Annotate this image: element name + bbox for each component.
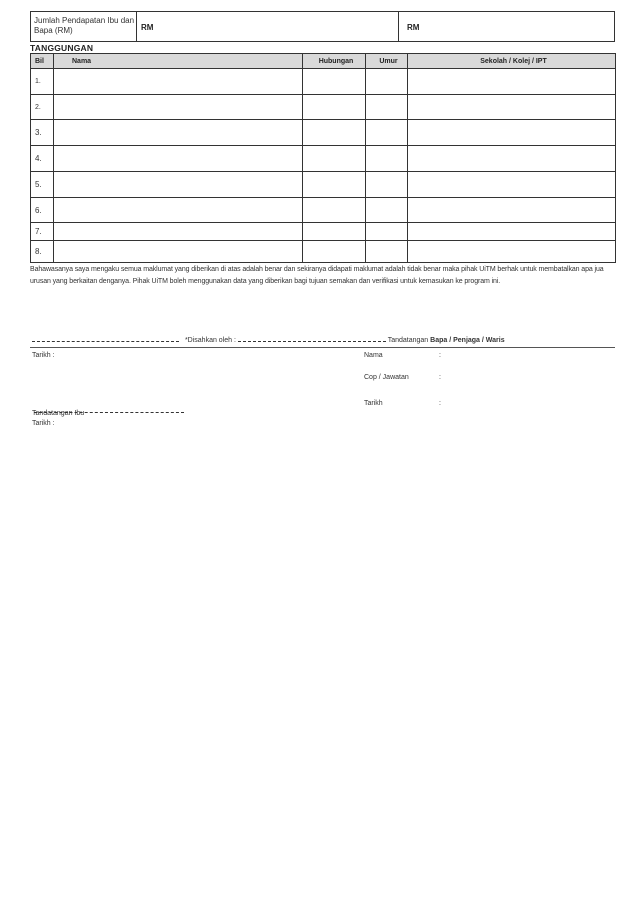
signature-row (32, 335, 505, 344)
age-cell[interactable] (366, 172, 408, 198)
age-cell[interactable] (366, 223, 408, 241)
header-hubungan: Hubungan (303, 54, 366, 69)
header-sekolah: Sekolah / Kolej / IPT (408, 54, 616, 69)
age-cell[interactable] (366, 198, 408, 223)
name-cell[interactable] (54, 198, 303, 223)
row-number: 2. (31, 95, 54, 120)
table-row (31, 95, 616, 120)
stamp-colon: : (439, 374, 441, 381)
name-cell[interactable] (54, 69, 303, 95)
date-colon: : (439, 400, 441, 407)
table-row (31, 172, 616, 198)
school-cell[interactable] (408, 223, 616, 241)
parent-signature-label: Bapa / Penjaga / Waris (430, 337, 505, 344)
relation-cell[interactable] (303, 69, 366, 95)
school-cell[interactable] (408, 241, 616, 263)
row-number: 4. (31, 146, 54, 172)
income-label: Jumlah Pendapatan Ibu dan Bapa (RM) (31, 12, 137, 41)
income-father-field[interactable]: RM (137, 12, 399, 41)
school-cell[interactable] (408, 69, 616, 95)
dependents-title: TANGGUNGAN (30, 43, 94, 53)
row-number: 3. (31, 120, 54, 146)
school-cell[interactable] (408, 198, 616, 223)
divider (30, 347, 615, 348)
name-cell[interactable] (54, 146, 303, 172)
school-cell[interactable] (408, 120, 616, 146)
name-cell[interactable] (54, 223, 303, 241)
age-cell[interactable] (366, 241, 408, 263)
stamp-label: Cop / Jawatan (364, 374, 409, 381)
income-mother-field[interactable]: RM (407, 23, 420, 32)
name-colon: : (439, 352, 441, 359)
relation-cell[interactable] (303, 172, 366, 198)
age-cell[interactable] (366, 120, 408, 146)
table-row (31, 146, 616, 172)
certified-by-label: *Disahkan oleh : (184, 337, 236, 344)
table-row (31, 241, 616, 263)
table-row (31, 69, 616, 95)
age-cell[interactable] (366, 69, 408, 95)
row-number: 6. (31, 198, 54, 223)
table-row (31, 198, 616, 223)
relation-cell[interactable] (303, 198, 366, 223)
mother-signature-label: Tandatangan Ibu (32, 410, 85, 417)
name-cell[interactable] (54, 95, 303, 120)
row-number: 1. (31, 69, 54, 95)
parent-signature-prefix: Tandatangan (387, 337, 429, 344)
signature-line[interactable] (32, 335, 179, 342)
school-cell[interactable] (408, 146, 616, 172)
relation-cell[interactable] (303, 223, 366, 241)
relation-cell[interactable] (303, 120, 366, 146)
mother-date-label: Tarikh : (32, 420, 55, 427)
relation-cell[interactable] (303, 241, 366, 263)
relation-cell[interactable] (303, 95, 366, 120)
name-label: Nama (364, 352, 383, 359)
school-cell[interactable] (408, 95, 616, 120)
row-number: 7. (31, 223, 54, 241)
school-cell[interactable] (408, 172, 616, 198)
age-cell[interactable] (366, 95, 408, 120)
table-row (31, 223, 616, 241)
age-cell[interactable] (366, 146, 408, 172)
name-cell[interactable] (54, 241, 303, 263)
income-table (30, 11, 615, 42)
name-cell[interactable] (54, 172, 303, 198)
header-bil: Bil (31, 54, 54, 69)
table-row (31, 120, 616, 146)
declaration-text: Bahawasanya saya mengaku semua maklumat yang diberikan di atas adalah benar dan sekiranya didapati maklumat adalah tidak benar maka pihak UiTM berhak untuk membatalkan apa jua urusan yang berkaitan denganya. Pihak UiTM boleh menggunakan data yang diberikan bagi tujuan semakan dan verifikasi untuk kemasukan ke program ini. (30, 266, 604, 285)
dependents-table (30, 53, 616, 263)
header-nama: Nama (54, 54, 303, 69)
header-umur: Umur (366, 54, 408, 69)
row-number: 5. (31, 172, 54, 198)
date-label: Tarikh : (32, 352, 55, 359)
date-label-2: Tarikh (364, 400, 383, 407)
row-number: 8. (31, 241, 54, 263)
certifier-signature-line[interactable] (238, 335, 386, 342)
relation-cell[interactable] (303, 146, 366, 172)
name-cell[interactable] (54, 120, 303, 146)
